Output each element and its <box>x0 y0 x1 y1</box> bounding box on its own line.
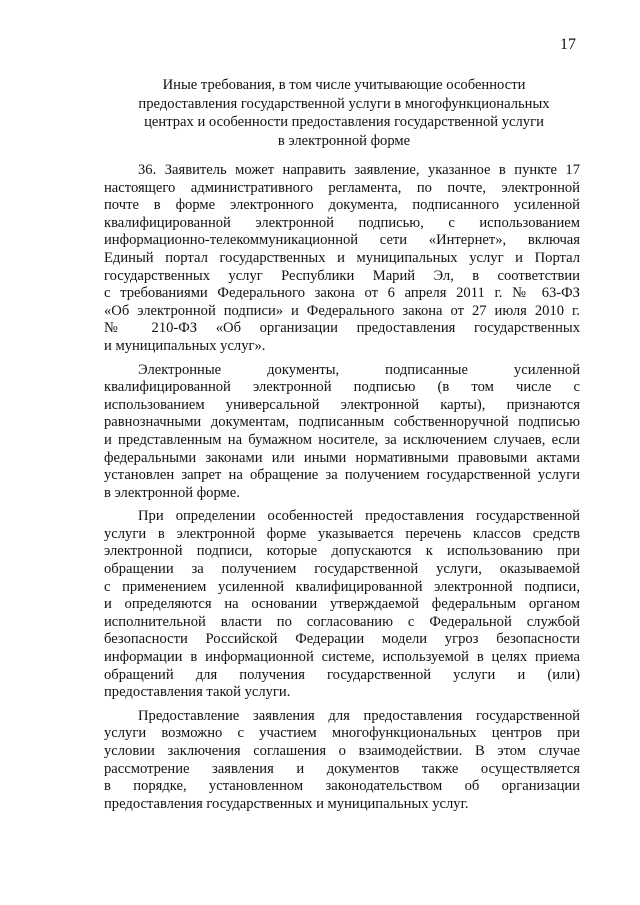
text-line: безопасности Российской Федерации модели угроз безопасности <box>104 631 580 648</box>
text-line: в порядке, установленном законодательством об организации <box>104 778 580 795</box>
text-line: квалифицированной электронной подписью (в том числе с <box>104 379 580 396</box>
paragraph-signature-classes <box>104 508 580 702</box>
text-line: услуги в электронной форме указывается перечень классов средств <box>104 525 580 542</box>
text-line: информации в информационной системе, используемой в целях приема <box>104 649 580 666</box>
text-line: и определяются на основании утверждаемой федеральным органом <box>104 596 580 613</box>
body-text <box>104 162 580 819</box>
section-heading <box>104 76 584 150</box>
text-line: государственных услуг Республики Марий Эл, в соответствии <box>104 267 580 284</box>
text-line: рассмотрение заявления и документов также осуществляется <box>104 760 580 777</box>
text-line: федеральными законами или иными нормативными правовыми актами <box>104 449 580 466</box>
text-line: и представленным на бумажном носителе, за исключением случаев, если <box>104 431 580 448</box>
text-line: предоставления государственных и муниципальных услуг. <box>104 795 469 812</box>
text-line: настоящего административного регламента, по почте, электронной <box>104 179 580 196</box>
text-line: «Об электронной подписи» и Федерального закона от 27 июля 2010 г. <box>104 302 580 319</box>
heading-line: в электронной форме <box>277 132 411 149</box>
paragraph-36 <box>104 162 580 356</box>
text-line: Единый портал государственных и муниципальных услуг и Портал <box>104 249 580 266</box>
heading-line: центрах и особенности предоставления государственной услуги <box>144 114 544 131</box>
text-line: и муниципальных услуг». <box>104 337 266 354</box>
text-line: установлен запрет на обращение за получением государственной услуги <box>104 467 580 484</box>
text-line: в электронной форме. <box>104 484 240 501</box>
text-line: электронной подписи, которые допускаются к использованию при <box>104 543 580 560</box>
text-line: квалифицированной электронной подписью, с использованием <box>104 214 580 231</box>
text-line: № 210-ФЗ «Об организации предоставления государственных <box>104 320 580 337</box>
paragraph-electronic-documents <box>104 362 580 503</box>
text-line: с требованиями Федерального закона от 6 апреля 2011 г. № 63-ФЗ <box>104 285 580 302</box>
text-line: обращении за получением государственной услуги, оказываемой <box>104 561 580 578</box>
text-line: Предоставление заявления для предоставления государственной <box>138 707 580 724</box>
text-line: условии заключения соглашения о взаимодействии. В этом случае <box>104 743 580 759</box>
text-line: с применением усиленной квалифицированной электронной подписи, <box>104 578 580 595</box>
text-line: предоставления такой услуги. <box>104 684 291 701</box>
text-line: равнозначными документам, подписанным собственноручной подписью <box>104 414 580 431</box>
text-line: использованием универсальной электронной карты), признаются <box>104 396 580 413</box>
text-line: информационно-телекоммуникационной сети «Интернет», включая <box>104 232 580 249</box>
text-line: обращений для получения государственной услуги и (или) <box>104 666 580 683</box>
heading-line: Иные требования, в том числе учитывающие особенности <box>162 77 526 93</box>
text-line: При определении особенностей предоставления государственной <box>138 508 580 525</box>
text-line: исполнительной власти по согласованию с Федеральной службой <box>104 613 580 630</box>
text-line: Электронные документы, подписанные усиленной <box>138 361 580 378</box>
text-line: услуги возможно с участием многофункциональных центров при <box>104 725 580 742</box>
text-line: 36. Заявитель может направить заявление, указанное в пункте 17 <box>138 162 580 178</box>
text-line: почте в форме электронного документа, подписанного усиленной <box>104 197 580 214</box>
page-number: 17 <box>560 36 576 53</box>
paragraph-mfc <box>104 708 580 814</box>
heading-line: предоставления государственной услуги в многофункциональных <box>138 95 550 112</box>
